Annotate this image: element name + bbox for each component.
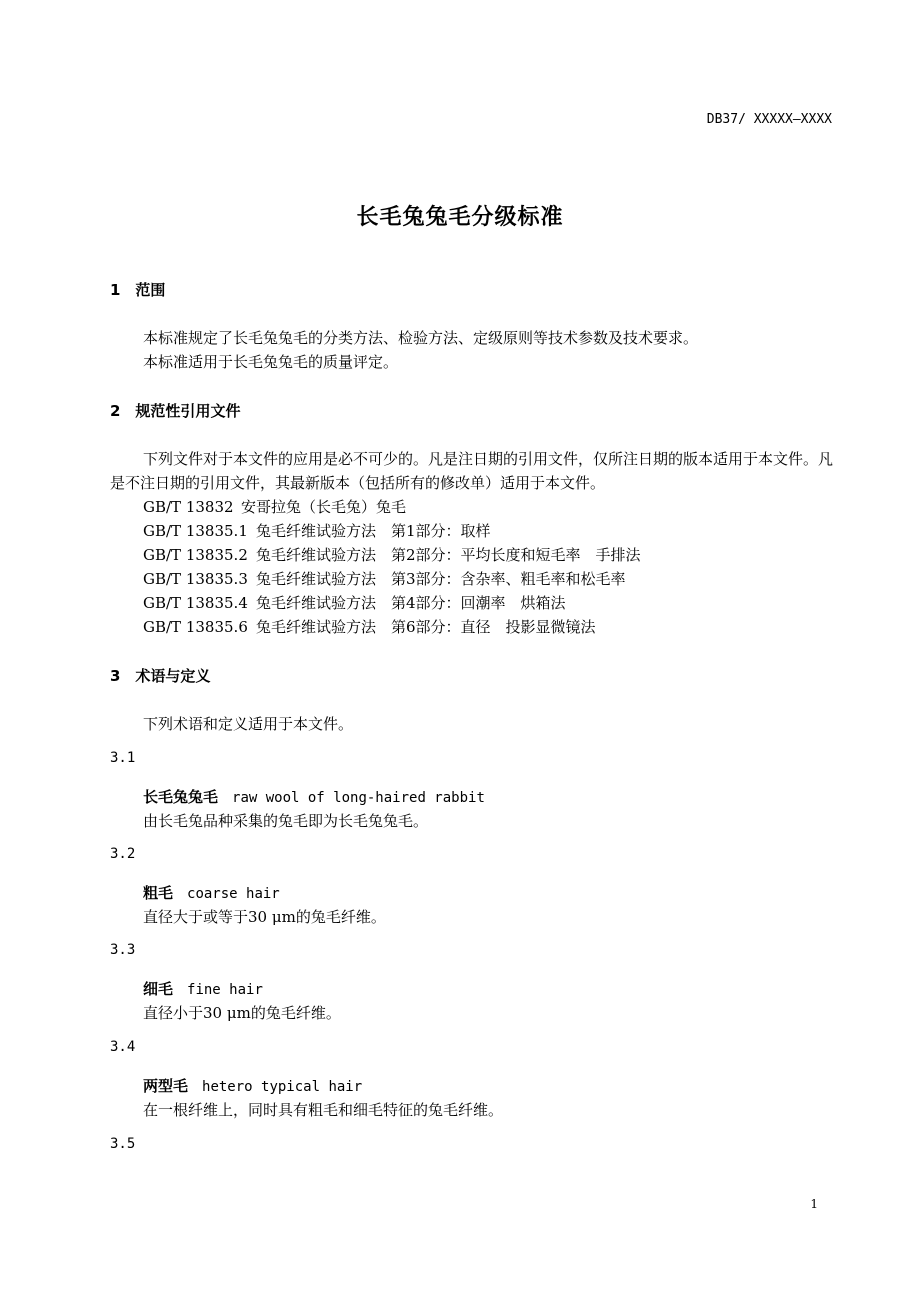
term-number: 3.1 bbox=[110, 750, 136, 766]
term-name-zh: 细毛 bbox=[143, 980, 174, 998]
reference-title: 兔毛纤维试验方法 第4部分：回潮率 烘箱法 bbox=[256, 594, 566, 612]
reference-code: GB/T 13832 bbox=[143, 498, 234, 516]
term-number: 3.4 bbox=[110, 1039, 136, 1055]
reference-title: 安哥拉兔（长毛兔）兔毛 bbox=[241, 498, 407, 516]
reference-title: 兔毛纤维试验方法 第3部分：含杂率、粗毛率和松毛率 bbox=[256, 570, 626, 588]
reference-item bbox=[143, 616, 596, 637]
section-1-heading: 1 范围 bbox=[110, 281, 166, 299]
reference-item bbox=[143, 592, 566, 613]
reference-code: GB/T 13835.1 bbox=[143, 522, 248, 540]
document-code: DB37/ XXXXX—XXXX bbox=[706, 112, 832, 127]
reference-title: 兔毛纤维试验方法 第6部分：直径 投影显微镜法 bbox=[256, 618, 596, 636]
term-name bbox=[143, 1075, 362, 1096]
term-name-zh: 两型毛 bbox=[143, 1077, 189, 1095]
reference-code: GB/T 13835.3 bbox=[143, 570, 248, 588]
term-definition: 直径大于或等于30 μm的兔毛纤维。 bbox=[143, 908, 386, 926]
term-name bbox=[143, 786, 485, 807]
reference-code: GB/T 13835.2 bbox=[143, 546, 248, 564]
term-name-en: fine hair bbox=[187, 982, 263, 998]
document-title: 长毛兔兔毛分级标准 bbox=[356, 205, 564, 230]
term-definition: 由长毛兔品种采集的兔毛即为长毛兔兔毛。 bbox=[143, 812, 429, 830]
term-name-en: hetero typical hair bbox=[202, 1079, 363, 1095]
term-name-en: raw wool of long-haired rabbit bbox=[232, 790, 485, 806]
reference-code: GB/T 13835.4 bbox=[143, 594, 248, 612]
term-name bbox=[143, 978, 263, 999]
section-2-paragraph-1: 下列文件对于本文件的应用是必不可少的。凡是注日期的引用文件，仅所注日期的版本适用于本文件。凡是不注日期的引用文件，其最新版本（包括所有的修改单）适用于本文件。 bbox=[110, 450, 834, 492]
reference-item bbox=[143, 544, 641, 565]
reference-item bbox=[143, 520, 491, 541]
section-1-paragraph-2: 本标准适用于长毛兔兔毛的质量评定。 bbox=[143, 353, 399, 371]
reference-item bbox=[143, 568, 626, 589]
reference-code: GB/T 13835.6 bbox=[143, 618, 248, 636]
term-definition: 在一根纤维上，同时具有粗毛和细毛特征的兔毛纤维。 bbox=[143, 1101, 504, 1119]
reference-item bbox=[143, 496, 406, 517]
term-definition: 直径小于30 μm的兔毛纤维。 bbox=[143, 1004, 341, 1022]
term-name-zh: 粗毛 bbox=[143, 884, 174, 902]
section-3-paragraph-1: 下列术语和定义适用于本文件。 bbox=[143, 715, 354, 733]
section-3-heading: 3 术语与定义 bbox=[110, 667, 211, 685]
term-name-zh: 长毛兔兔毛 bbox=[143, 788, 219, 806]
section-1-paragraph-1: 本标准规定了长毛兔兔毛的分类方法、检验方法、定级原则等技术参数及技术要求。 bbox=[143, 329, 699, 347]
term-number: 3.2 bbox=[110, 846, 136, 862]
term-name bbox=[143, 882, 280, 903]
term-name-en: coarse hair bbox=[187, 886, 280, 902]
reference-title: 兔毛纤维试验方法 第2部分：平均长度和短毛率 手排法 bbox=[256, 546, 641, 564]
term-number: 3.5 bbox=[110, 1136, 136, 1152]
reference-title: 兔毛纤维试验方法 第1部分：取样 bbox=[256, 522, 491, 540]
page-number: 1 bbox=[810, 1197, 818, 1211]
section-2-heading: 2 规范性引用文件 bbox=[110, 402, 241, 420]
term-number: 3.3 bbox=[110, 942, 136, 958]
